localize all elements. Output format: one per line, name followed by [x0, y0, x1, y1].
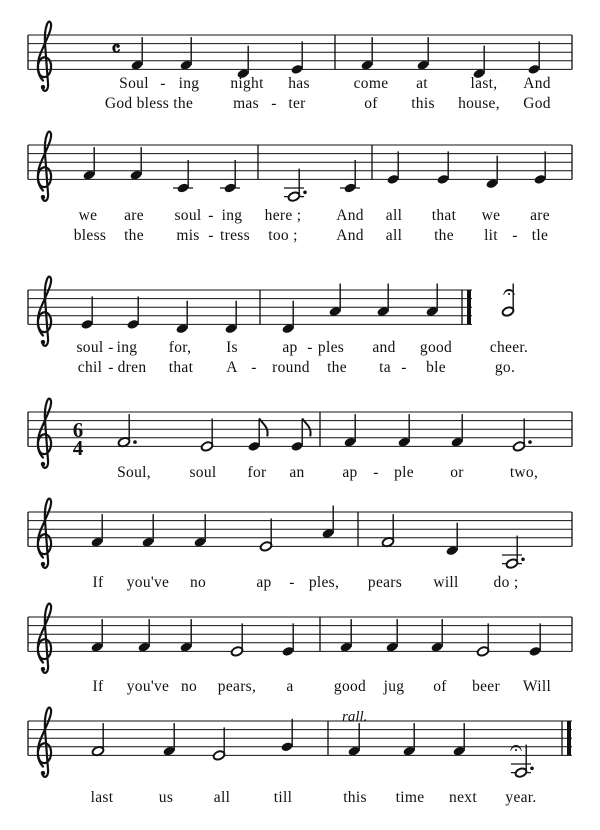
treble-clef-icon [41, 771, 45, 775]
lyric-syllable: bless [73, 227, 107, 244]
lyric-syllable: no [180, 678, 198, 695]
lyric-syllable: Soul, [117, 464, 151, 481]
treble-clef-icon [41, 340, 45, 344]
lyric-syllable: God bless the [104, 95, 194, 112]
lyric-syllable: God [523, 95, 551, 112]
lyric-syllable: soul [174, 207, 202, 224]
lyric-syllable: ple [394, 464, 414, 481]
lyric-syllable: next [449, 789, 477, 806]
lyric-syllable: pears [367, 574, 403, 591]
lyric-syllable: Will [522, 678, 552, 695]
lyric-syllable: an [289, 464, 305, 481]
lyric-syllable: a [286, 678, 294, 695]
lyric-syllable: ples, [308, 574, 340, 591]
lyric-syllable: ing [221, 207, 243, 224]
lyric-hyphen: - [160, 75, 166, 92]
lyric-syllable: do ; [493, 574, 519, 591]
lyric-syllable: And [336, 207, 364, 224]
lyric-syllable: house, [458, 95, 500, 112]
staves [28, 22, 572, 779]
augmentation-dot [528, 440, 532, 444]
lyric-syllable: soul [189, 464, 217, 481]
lyric-syllable: you've [126, 574, 170, 591]
lyric-syllable: cheer. [489, 339, 529, 356]
lyric-syllable: good [333, 678, 367, 695]
lyric-syllable: lit [484, 227, 498, 244]
augmentation-dot [133, 440, 137, 444]
lyric-syllable: ap [342, 464, 358, 481]
lyric-syllable: the [124, 227, 144, 244]
time-signature-numerator: 6 [72, 418, 84, 442]
lyric-syllable: soul [76, 339, 104, 356]
lyric-hyphen: - [307, 339, 313, 356]
fermata-icon: 𝄐 [502, 279, 516, 304]
lyric-syllable: the [327, 359, 347, 376]
lyric-syllable: last [90, 789, 114, 806]
lyric-syllable: too ; [268, 227, 298, 244]
lyric-syllable: If [92, 678, 104, 695]
lyric-syllable: pears, [217, 678, 257, 695]
lyric-hyphen: - [271, 95, 277, 112]
lyric-syllable: this [411, 95, 435, 112]
lyric-syllable: good [419, 339, 453, 356]
lyric-syllable: you've [126, 678, 170, 695]
lyric-syllable: for, [168, 339, 192, 356]
treble-clef-icon [41, 85, 45, 89]
lyric-syllable: ble [426, 359, 446, 376]
lyric-syllable: If [92, 574, 104, 591]
lyric-syllable: Soul [119, 75, 149, 92]
lyric-syllable: come [353, 75, 389, 92]
lyric-syllable: beer [472, 678, 500, 695]
lyric-hyphen: - [208, 207, 214, 224]
treble-clef-icon [38, 708, 51, 777]
lyric-syllable: dren [117, 359, 147, 376]
treble-clef-icon [41, 562, 45, 566]
lyric-syllable: mis [176, 227, 200, 244]
lyric-syllable: we [481, 207, 501, 224]
treble-clef-icon [38, 22, 51, 91]
lyric-syllable: all [213, 789, 231, 806]
lyric-syllable: ap [282, 339, 298, 356]
lyric-syllable: tress [220, 227, 250, 244]
lyrics [74, 75, 551, 806]
lyric-hyphen: - [512, 227, 518, 244]
lyric-syllable: that [168, 359, 194, 376]
lyric-syllable: And [336, 227, 364, 244]
lyric-hyphen: - [251, 359, 257, 376]
lyric-syllable: all [385, 227, 403, 244]
treble-clef-icon [38, 132, 51, 201]
lyric-syllable: time [395, 789, 425, 806]
lyric-syllable: last, [470, 75, 498, 92]
common-time-signature: 𝄴 [111, 37, 121, 61]
lyric-syllable: ap [256, 574, 272, 591]
augmentation-dot [303, 191, 307, 195]
lyric-syllable: no [189, 574, 207, 591]
lyric-syllable: this [343, 789, 367, 806]
lyric-syllable: has [288, 75, 310, 92]
lyric-syllable: mas [233, 95, 259, 112]
fermata-icon: 𝄐 [509, 735, 523, 760]
lyric-hyphen: - [208, 227, 214, 244]
lyric-hyphen: - [401, 359, 407, 376]
augmentation-dot [530, 767, 534, 771]
lyric-syllable: chil [77, 359, 103, 376]
lyric-syllable: go. [494, 359, 516, 376]
lyric-syllable: all [385, 207, 403, 224]
treble-clef-icon [38, 604, 51, 673]
lyric-syllable: will [433, 574, 459, 591]
rallentando-marking: rall. [342, 709, 368, 725]
lyric-hyphen: - [108, 339, 114, 356]
lyric-syllable: jug [383, 678, 405, 695]
treble-clef-icon [38, 499, 51, 568]
lyric-syllable: are [124, 207, 144, 224]
lyric-syllable: and [372, 339, 396, 356]
lyric-syllable: two, [509, 464, 539, 481]
lyric-hyphen: - [289, 574, 295, 591]
lyric-syllable: us [158, 789, 174, 806]
lyric-syllable: for [247, 464, 267, 481]
lyric-hyphen: - [108, 359, 114, 376]
lyric-syllable: ta [379, 359, 391, 376]
lyric-syllable: night [230, 75, 264, 92]
lyric-syllable: till [273, 789, 293, 806]
treble-clef-icon [38, 277, 51, 346]
lyric-syllable: ing [116, 339, 138, 356]
lyric-syllable: ples [317, 339, 345, 356]
treble-clef-icon [41, 195, 45, 199]
lyric-syllable: of [364, 95, 378, 112]
lyric-syllable: tle [531, 227, 549, 244]
lyric-syllable: are [530, 207, 550, 224]
lyric-syllable: that [431, 207, 457, 224]
treble-clef-icon [41, 667, 45, 671]
lyric-syllable: we [78, 207, 98, 224]
lyric-syllable: the [434, 227, 454, 244]
augmentation-dot [521, 558, 525, 562]
lyric-hyphen: - [373, 464, 379, 481]
treble-clef-icon [41, 462, 45, 466]
lyric-syllable: round [272, 359, 310, 376]
lyric-syllable: or [450, 464, 464, 481]
lyric-syllable: ing [178, 75, 200, 92]
lyric-syllable: here ; [264, 207, 302, 224]
lyric-syllable: ter [288, 95, 306, 112]
time-signature-denominator: 4 [72, 436, 84, 460]
lyric-syllable: And [523, 75, 551, 92]
lyric-syllable: at [416, 75, 428, 92]
lyric-syllable: of [433, 678, 447, 695]
lyric-syllable: year. [505, 789, 537, 806]
treble-clef-icon [38, 399, 51, 468]
lyric-syllable: Is [226, 339, 238, 356]
lyric-syllable: A [226, 359, 238, 376]
